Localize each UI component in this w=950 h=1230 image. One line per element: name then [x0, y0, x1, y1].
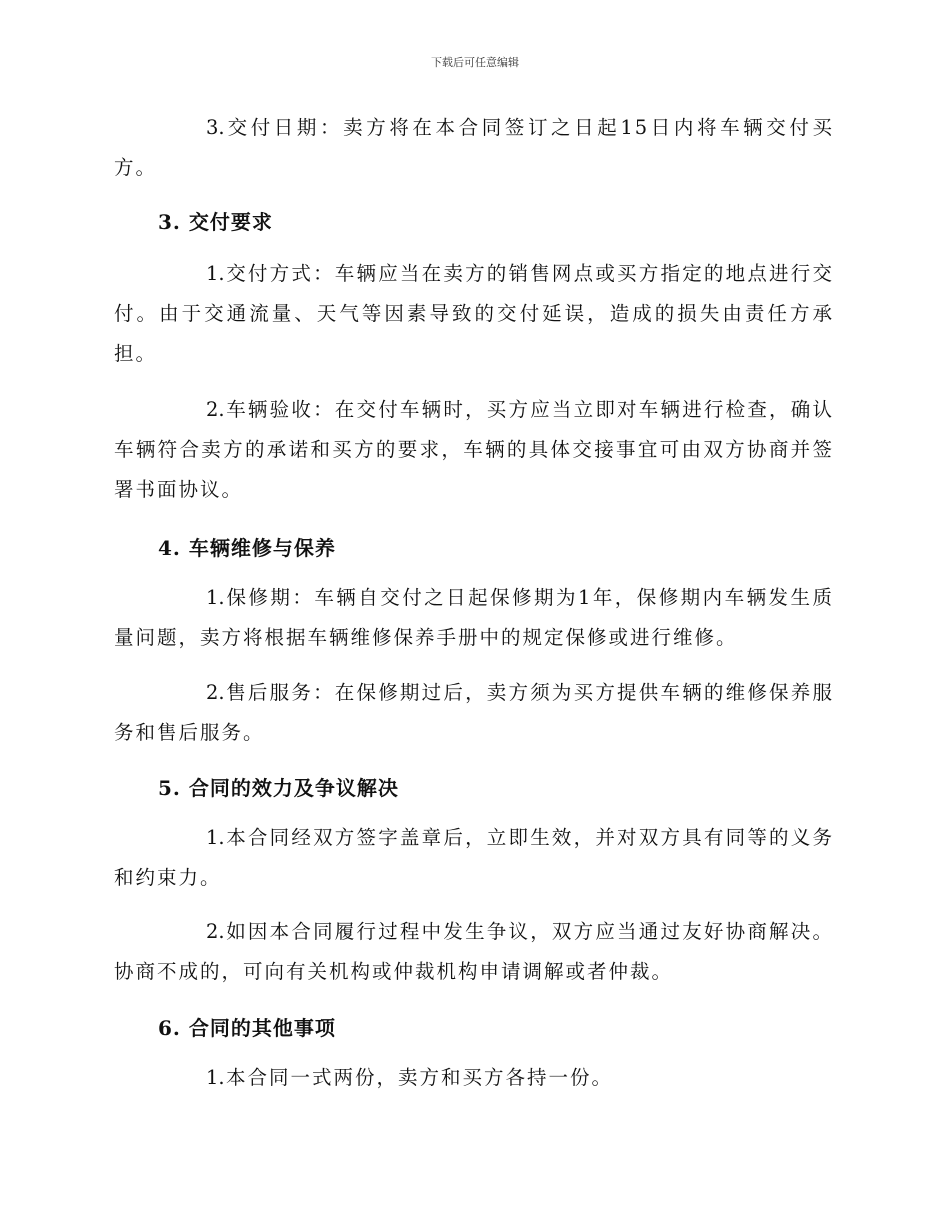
section-heading-other-matters: 6. 合同的其他事项 [158, 1016, 336, 1040]
item-number: 2. [206, 681, 225, 704]
item-number: 3. [206, 116, 225, 139]
section-heading-validity-disputes: 5. 合同的效力及争议解决 [158, 776, 399, 800]
item-text: 车辆验收：在交付车辆时，买方应当立即对车辆进行检查，确认车辆符合卖方的承诺和买方的要求，车辆的具体交接事宜可由双方协商并签署书面协议。 [114, 398, 834, 501]
item-number: 2. [206, 398, 225, 421]
item-text: 交付方式：车辆应当在卖方的销售网点或买方指定的地点进行交付。由于交通流量、天气等因素导致的交付延误，造成的损失由责任方承担。 [114, 262, 834, 365]
item-number: 2. [206, 920, 225, 943]
section-heading-maintenance: 4. 车辆维修与保养 [158, 536, 336, 560]
item-number: 1. [206, 1066, 225, 1089]
item-text: 本合同一式两份，卖方和买方各持一份。 [226, 1066, 614, 1089]
clause-after-sales-service [114, 673, 834, 753]
item-number: 1. [206, 826, 225, 849]
item-text: 保修期：车辆自交付之日起保修期为1年，保修期内车辆发生质量问题，卖方将根据车辆维修保养手册中的规定保修或进行维修。 [114, 586, 834, 649]
clause-effectiveness [114, 818, 834, 898]
clause-vehicle-acceptance [114, 390, 834, 510]
item-number: 1. [206, 586, 225, 609]
page-header: 下载后可任意编辑 [431, 56, 519, 69]
item-text: 如因本合同履行过程中发生争议，双方应当通过友好协商解决。协商不成的，可向有关机构或仲裁机构申请调解或者仲裁。 [114, 920, 834, 983]
clause-warranty-period [114, 578, 834, 658]
clause-copies [114, 1058, 834, 1098]
item-text: 交付日期：卖方将在本合同签订之日起15日内将车辆交付买方。 [114, 116, 834, 179]
item-text: 本合同经双方签字盖章后，立即生效，并对双方具有同等的义务和约束力。 [114, 826, 834, 889]
clause-delivery-method [114, 254, 834, 374]
clause-dispute-resolution [114, 912, 834, 992]
item-number: 1. [206, 262, 225, 285]
section-heading-delivery-requirements: 3. 交付要求 [158, 210, 273, 234]
clause-delivery-date [114, 108, 834, 188]
item-text: 售后服务：在保修期过后，卖方须为买方提供车辆的维修保养服务和售后服务。 [114, 681, 834, 744]
